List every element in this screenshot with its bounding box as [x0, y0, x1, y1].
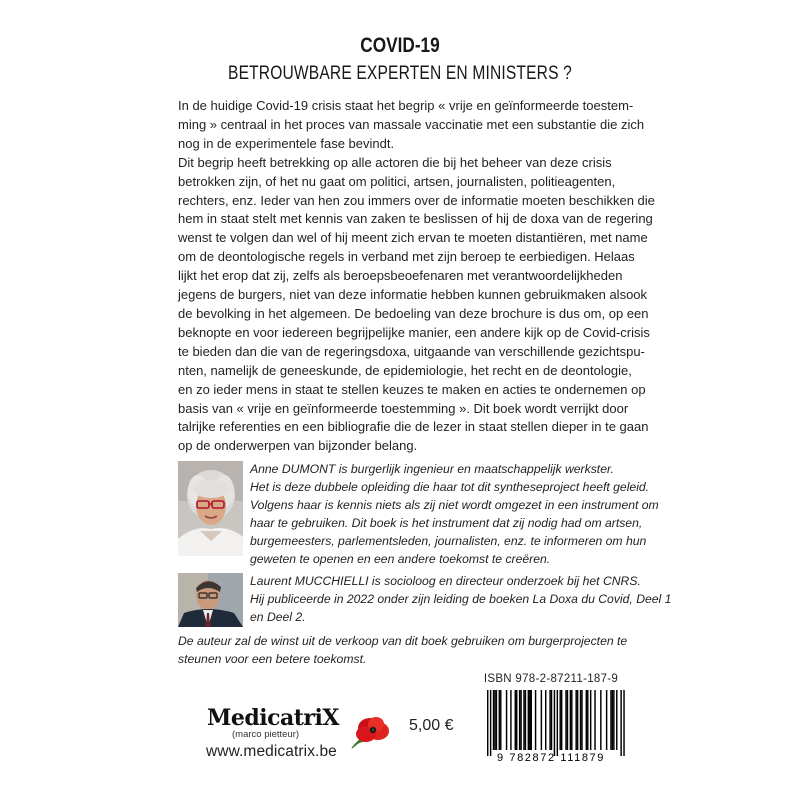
- blurb-text: [178, 97, 655, 456]
- blurb-line: betrokken zijn, of het nu gaat om politici, artsen, journalisten, politieagenten,: [178, 173, 616, 189]
- barcode-bar: [577, 690, 578, 750]
- blurb-line: nten, namelijk de geneeskunde, de epidemiologie, het recht en de deontologie,: [178, 362, 632, 378]
- bio-line: en Deel 2.: [250, 609, 306, 624]
- barcode-bar: [575, 690, 576, 750]
- barcode-bar: [561, 690, 562, 750]
- blurb-line: lijkt het erop dat zij, zelfs als beroepsbeoefenaren met verantwoordelijkheden: [178, 268, 623, 284]
- barcode-bar: [519, 690, 520, 750]
- barcode-bar: [600, 690, 601, 750]
- barcode-bar: [560, 690, 561, 750]
- barcode-bar: [606, 690, 607, 750]
- author-photo-laurent-mucchielli: [178, 573, 243, 627]
- barcode-bar: [525, 690, 526, 750]
- barcode-bar: [535, 690, 536, 750]
- blurb-line: jegens de burgers, niet van deze informatie hebben kunnen gebruikmaken alsook: [178, 287, 648, 303]
- barcode-bar: [551, 690, 552, 750]
- bio-line: Laurent MUCCHIELLI is socioloog en directeur onderzoek bij het CNRS.: [250, 574, 641, 588]
- note-line: De auteur zal de winst uit de verkoop van dit boek gebruiken om burgerprojecten te: [178, 634, 628, 648]
- blurb-line: basis van « vrije en geïnformeerde toestemming ». Dit boek wordt verrijkt door: [178, 400, 629, 416]
- barcode-bar: [529, 690, 530, 750]
- barcode-bar: [531, 690, 532, 750]
- bio-line: haar te gebruiken. Dit boek is het instrument dat zij nodig had om artsen,: [250, 515, 643, 530]
- barcode-bar: [494, 690, 495, 750]
- barcode-bar: [490, 690, 491, 756]
- blurb-line: ming » centraal in het proces van massale vaccinatie met een substantie die zich: [178, 116, 645, 132]
- author-bio-anne-dumont: [250, 461, 659, 568]
- barcode-bar: [520, 690, 521, 750]
- barcode-bar: [581, 690, 582, 750]
- barcode-bar: [594, 690, 595, 750]
- barcode-bar: [493, 690, 494, 750]
- barcode-bar: [549, 690, 550, 750]
- barcode-bar: [557, 690, 558, 756]
- book-title: COVID-19: [360, 34, 440, 57]
- barcode-bar: [510, 690, 511, 750]
- bio-line: Het is deze dubbele opleiding die haar tot dit syntheseproject heeft geleid.: [250, 479, 650, 494]
- isbn-number: ISBN 978-2-87211-187-9: [483, 673, 619, 685]
- note-line: steunen voor een betere toekomst.: [178, 651, 367, 666]
- blurb-line: talrijke referenties en een bibliografie die de lezer in staat stellen dieper in te gaan: [178, 419, 649, 435]
- blurb-line: hem in staat stelt met kennis van zaken te beslissen of hij de doxa van de regering: [178, 211, 653, 227]
- bio-line: Volgens haar is kennis niets als zij niet wordt omgezet in een instrument om: [250, 497, 659, 512]
- blurb-line: en zo ieder mens in staat te stellen keuzes te maken en acties te ondernemen op: [178, 381, 646, 397]
- bio-line: Anne DUMONT is burgerlijk ingenieur en maatschappelijk werkster.: [250, 462, 614, 476]
- barcode-bar: [567, 690, 568, 750]
- barcode-digits: 9 782872 111879: [496, 752, 606, 764]
- barcode-bar: [487, 690, 488, 756]
- book-subtitle: BETROUWBARE EXPERTEN EN MINISTERS ?: [228, 63, 572, 84]
- poppy-flower-icon: [348, 712, 394, 752]
- barcode-bar: [515, 690, 516, 750]
- barcode-bar: [612, 690, 613, 750]
- blurb-line: In de huidige Covid-19 crisis staat het begrip « vrije en geïnformeerde toestem-: [178, 98, 634, 113]
- barcode: [474, 688, 628, 764]
- barcode-bar: [570, 690, 571, 750]
- barcode-bar: [516, 690, 517, 750]
- profit-note: [178, 633, 628, 669]
- barcode-bar: [506, 690, 507, 750]
- blurb-line: om de deontologische regels in verband met zijn beroep te eerbiedigen. Helaas: [178, 249, 635, 265]
- barcode-bar: [545, 690, 546, 750]
- barcode-bar: [523, 690, 524, 750]
- barcode-bar: [620, 690, 621, 756]
- blurb-line: rechters, enz. Ieder van hen zou immers over de informatie moeten beschikken die: [178, 192, 655, 208]
- blurb-line: beknopte en voor iedereen begrijpelijke manier, een andere kijk op de Covid-crisis: [178, 324, 650, 340]
- blurb-line: de bevolking in het algemeen. De bedoeling van deze brochure is dus om, op een: [178, 305, 649, 321]
- barcode-bar: [623, 690, 624, 756]
- blurb-line: wenst te volgen dan wel of hij meent zich ervan te moeten distantiëren, met name: [178, 230, 648, 246]
- barcode-bar: [499, 690, 500, 750]
- blurb-line: nog in de experimentele fase bevindt.: [178, 135, 395, 151]
- blurb-line: Dit begrip heeft betrekking op alle actoren die bij het beheer van deze crisis: [178, 154, 612, 170]
- barcode-bar: [554, 690, 555, 756]
- author-photo-anne-dumont: [178, 461, 243, 556]
- barcode-bar: [586, 690, 587, 750]
- publisher-logo-subtitle: (marco pietteur): [232, 729, 300, 740]
- barcode-bar: [500, 690, 501, 750]
- author-bio-laurent-mucchielli: [250, 573, 672, 627]
- barcode-bar: [590, 690, 591, 750]
- barcode-bar: [528, 690, 529, 750]
- barcode-bar: [571, 690, 572, 750]
- barcode-bar: [541, 690, 542, 750]
- blurb-line: op de onderwerpen van bijzonder belang.: [178, 438, 418, 454]
- price: 5,00 €: [409, 717, 454, 734]
- barcode-bar: [496, 690, 497, 750]
- publisher-logo: MedicatriX: [207, 705, 339, 731]
- barcode-bar: [587, 690, 588, 750]
- barcode-bar: [565, 690, 566, 750]
- barcode-bar: [616, 690, 617, 750]
- bio-line: Hij publiceerde in 2022 onder zijn leiding de boeken La Doxa du Covid, Deel 1: [250, 591, 672, 606]
- barcode-bar: [610, 690, 611, 750]
- publisher-website: www.medicatrix.be: [206, 743, 337, 760]
- barcode-bar: [613, 690, 614, 750]
- bio-line: geweten te openen en een andere toekomst te creëren.: [250, 551, 551, 566]
- barcode-bar: [580, 690, 581, 750]
- blurb-line: te bieden dan die van de regeringsdoxa, uitgaande van verschillende gezichtspu-: [178, 343, 645, 359]
- bio-line: burgemeesters, parlementsleden, journalisten, enz. te informeren om hun: [250, 533, 647, 548]
